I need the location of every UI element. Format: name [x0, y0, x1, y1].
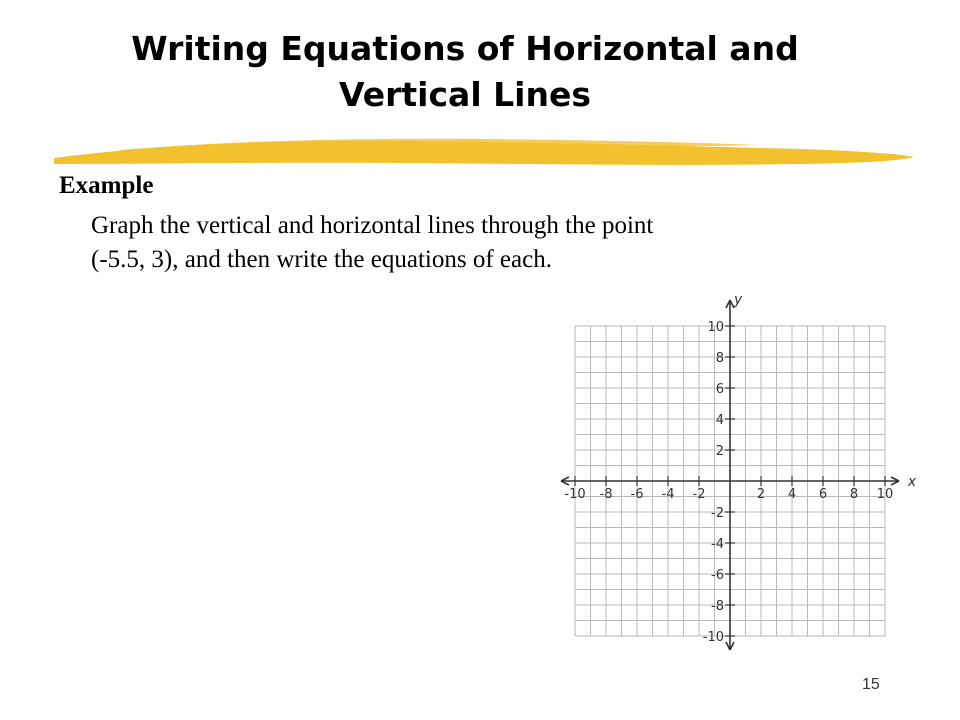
x-tick-label: 10	[876, 487, 894, 502]
x-tick-label: -6	[630, 487, 644, 502]
y-tick-label: -10	[702, 630, 724, 645]
x-tick-label: -2	[692, 487, 706, 502]
example-text-line-2: (-5.5, 3), and then write the equations of each.	[91, 246, 552, 273]
x-tick-label: 6	[818, 487, 828, 502]
x-axis-label: x	[907, 474, 917, 490]
x-tick-label: -8	[599, 487, 613, 502]
x-tick-label: -4	[661, 487, 675, 502]
y-tick-label: -8	[711, 599, 724, 614]
x-tick-label: 4	[787, 487, 797, 502]
example-label: Example	[59, 172, 154, 199]
highlighter-stroke	[40, 130, 920, 175]
slide-title-line-2: Vertical Lines	[339, 75, 591, 114]
example-text-line-1: Graph the vertical and horizontal lines through the point	[91, 212, 654, 239]
example-text	[91, 209, 851, 277]
y-axis-label: y	[734, 292, 743, 308]
y-tick-label: 4	[715, 413, 724, 428]
coordinate-plane	[550, 288, 930, 660]
x-tick-label: 2	[756, 487, 766, 502]
x-tick-label: -10	[564, 487, 586, 502]
y-tick-label: 10	[707, 320, 724, 335]
y-tick-label: -6	[711, 568, 724, 583]
x-tick-label: 8	[849, 487, 859, 502]
y-tick-label: -2	[711, 506, 724, 521]
y-tick-label: -4	[711, 537, 724, 552]
y-tick-label: 6	[715, 382, 724, 397]
slide-title	[60, 26, 870, 118]
slide-title-line-1: Writing Equations of Horizontal and	[131, 29, 799, 68]
y-tick-label: 8	[715, 351, 724, 366]
y-tick-label: 2	[715, 444, 724, 459]
slide-number: 15	[862, 676, 880, 693]
